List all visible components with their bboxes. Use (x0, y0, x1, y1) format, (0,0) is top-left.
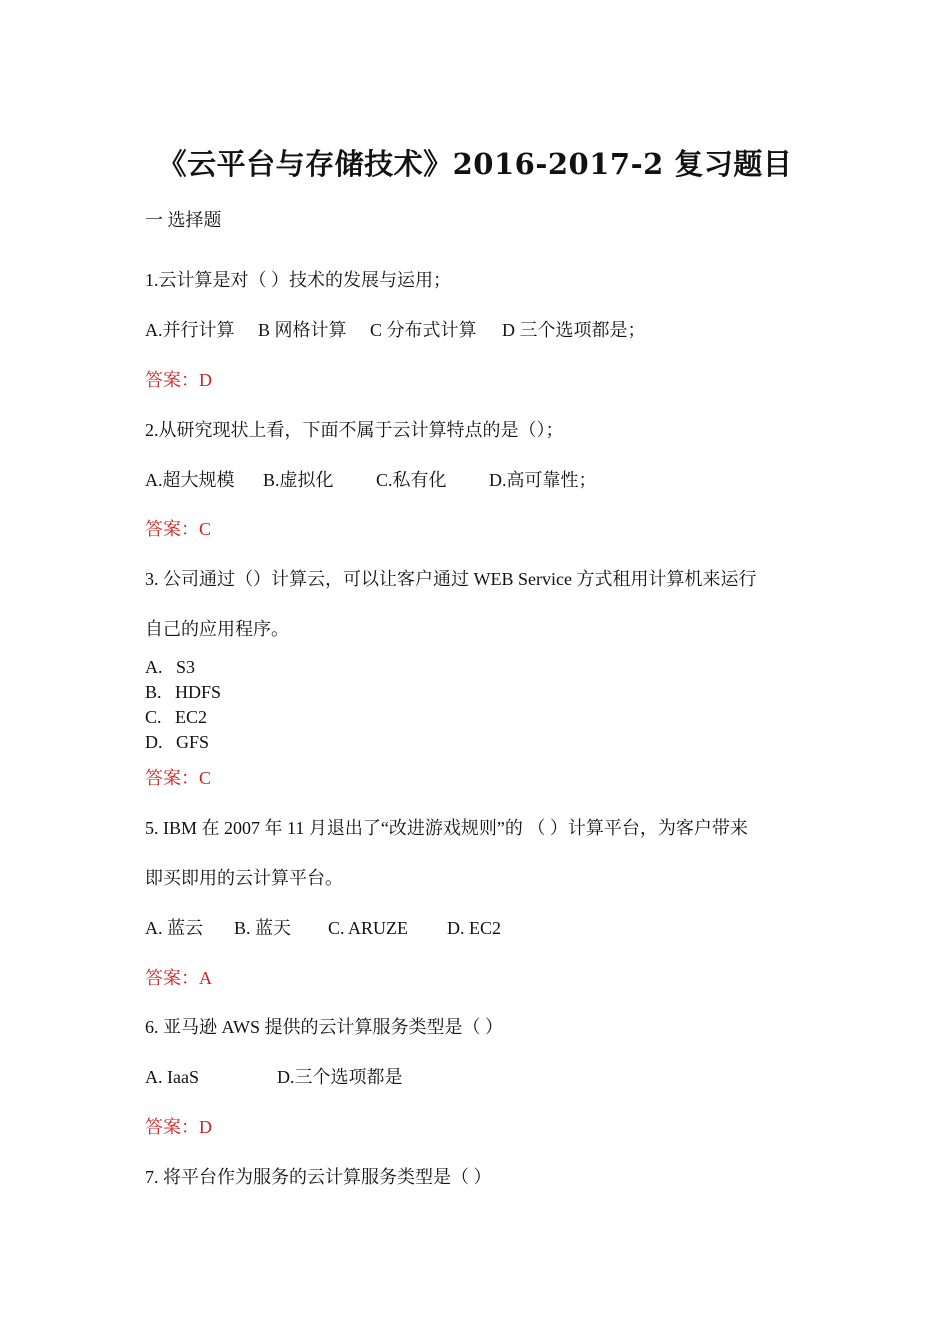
option-a: A. S3 (145, 657, 196, 677)
question-2-options (145, 470, 597, 492)
option-b: B. 蓝天 (234, 918, 292, 938)
question-1-options (145, 320, 646, 342)
option-c: C. ARUZE (328, 918, 409, 938)
answer-3: 答案：C (145, 768, 212, 788)
option-d: D.高可靠性； (489, 470, 597, 490)
option-b: B.虚拟化 (263, 470, 334, 490)
answer-1: 答案：D (145, 370, 212, 390)
question-1: 1.云计算是对（ ）技术的发展与运用； (145, 270, 451, 290)
question-5-line-1: 5. IBM 在 2007 年 11 月退出了“改进游戏规则”的 （ ）计算平台，为客户带来 (145, 818, 748, 838)
option-d: D. EC2 (447, 918, 501, 938)
page-title: 《云平台与存储技术》2016-2017-2 复习题目 (157, 147, 793, 181)
question-6: 6. 亚马逊 AWS 提供的云计算服务类型是（ ） (145, 1017, 504, 1037)
option-a: A. IaaS (145, 1067, 199, 1087)
question-7: 7. 将平台作为服务的云计算服务类型是（ ） (145, 1167, 492, 1187)
question-2: 2.从研究现状上看，下面不属于云计算特点的是（）； (145, 420, 564, 440)
question-5-line-2: 即买即用的云计算平台。 (145, 868, 343, 888)
option-d: D.三个选项都是 (277, 1067, 403, 1087)
option-d: D. GFS (145, 732, 210, 752)
question-3-line-1: 3. 公司通过（）计算云，可以让客户通过 WEB Service 方式租用计算机来运行 (145, 569, 757, 589)
option-c: C.私有化 (376, 470, 447, 490)
question-3-line-2: 自己的应用程序。 (145, 619, 289, 639)
question-5-options (145, 918, 501, 940)
question-6-options (145, 1067, 403, 1089)
option-d: D 三个选项都是； (502, 320, 646, 340)
option-b: B. HDFS (145, 682, 222, 702)
answer-5: 答案：A (145, 968, 212, 988)
answer-2: 答案：C (145, 519, 212, 539)
section-heading: 一 选择题 (145, 210, 222, 230)
option-a: A.并行计算 (145, 320, 235, 340)
option-c: C 分布式计算 (370, 320, 477, 340)
option-c: C. EC2 (145, 707, 208, 727)
option-b: B 网格计算 (258, 320, 347, 340)
option-a: A. 蓝云 (145, 918, 203, 938)
option-a: A.超大规模 (145, 470, 235, 490)
answer-6: 答案：D (145, 1117, 212, 1137)
